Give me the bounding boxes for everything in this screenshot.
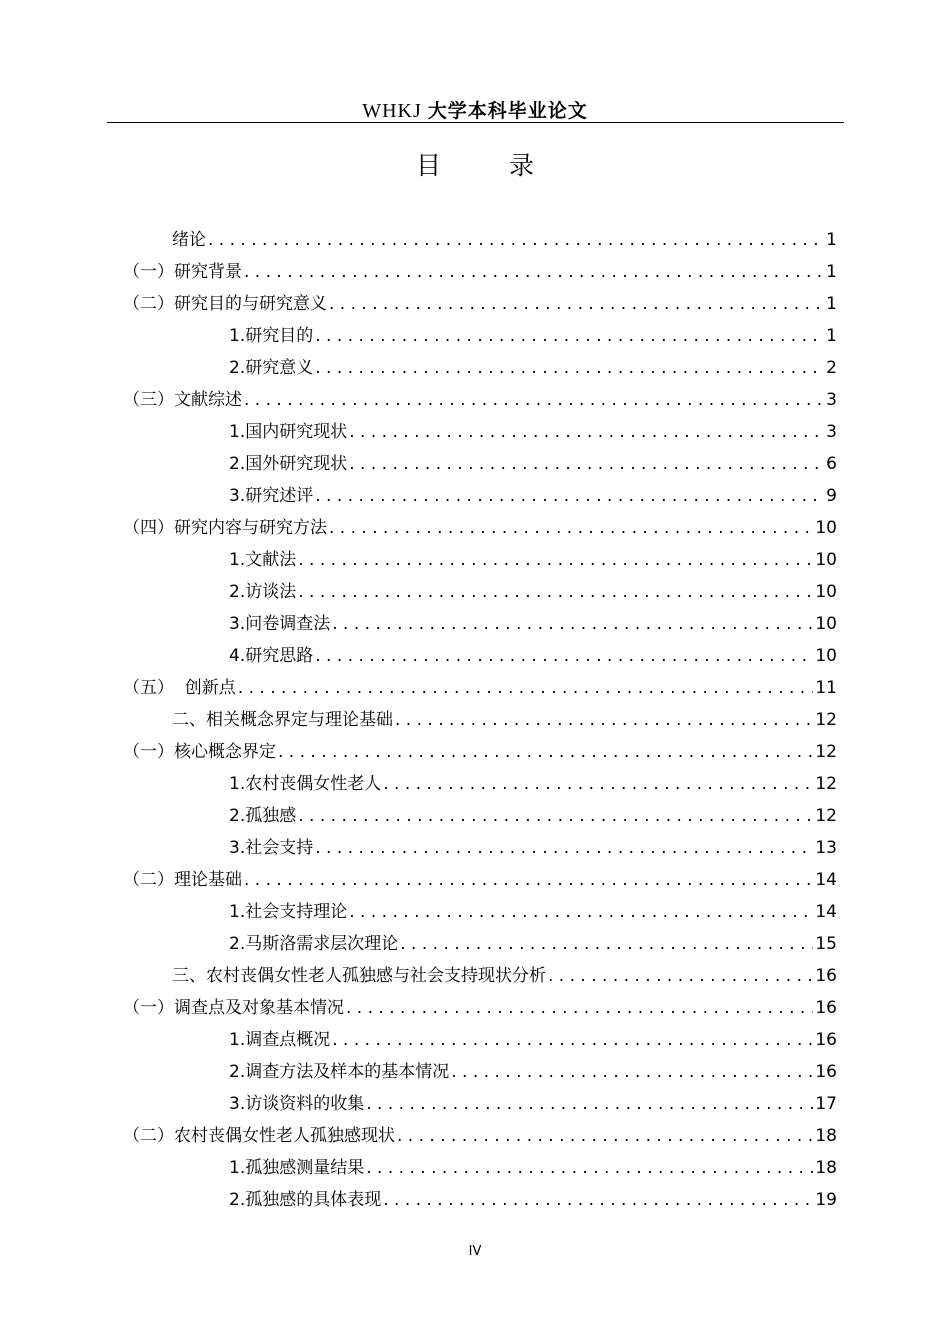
toc-entry-label: 1.孤独感测量结果 — [229, 1158, 365, 1178]
toc-leader-dots — [395, 704, 813, 736]
toc-entry-label: 三、农村丧偶女性老人孤独感与社会支持现状分析 — [172, 966, 546, 986]
toc-entry-page: 9 — [826, 486, 837, 506]
toc-leader-dots — [383, 768, 813, 800]
toc-leader-dots — [346, 992, 813, 1024]
toc-entry-label: 3.研究述评 — [229, 486, 314, 506]
toc-leader-dots — [349, 448, 824, 480]
toc-entry-label: 3.问卷调查法 — [229, 614, 331, 634]
toc-entry-page: 18 — [815, 1158, 837, 1178]
toc-entry-page: 1 — [826, 230, 837, 250]
toc-entry-page: 3 — [826, 422, 837, 442]
toc-entry-page: 12 — [815, 742, 837, 762]
toc-entry-label: 3.访谈资料的收集 — [229, 1094, 365, 1114]
toc-entry-page: 12 — [815, 774, 837, 794]
toc-entry-page: 16 — [815, 1030, 837, 1050]
toc-leader-dots — [329, 512, 813, 544]
toc-entry-label: 2.国外研究现状 — [229, 454, 348, 474]
toc-entry-page: 3 — [826, 390, 837, 410]
toc-entry-label: 2.访谈法 — [229, 582, 297, 602]
toc-leader-dots — [298, 544, 813, 576]
toc-entry-label: 4.研究思路 — [229, 646, 314, 666]
header-code: WHKJ — [362, 100, 422, 122]
toc-entry-label: （二）农村丧偶女性老人孤独感现状 — [123, 1126, 395, 1146]
toc-entry-page: 13 — [815, 838, 837, 858]
toc-entry[interactable] — [229, 800, 837, 832]
toc-entry-label: 1.国内研究现状 — [229, 422, 348, 442]
toc-leader-dots — [315, 832, 813, 864]
toc-entry[interactable] — [123, 288, 837, 320]
toc-leader-dots — [278, 736, 813, 768]
toc-entry[interactable] — [123, 1120, 837, 1152]
toc-entry[interactable] — [123, 864, 837, 896]
toc-leader-dots — [238, 672, 814, 704]
page-header — [0, 96, 950, 123]
toc-entry-page: 1 — [826, 294, 837, 314]
toc-entry[interactable] — [123, 256, 837, 288]
toc-entry-label: 2.调查方法及样本的基本情况 — [229, 1062, 450, 1082]
toc-entry-label: 1.文献法 — [229, 550, 297, 570]
toc-entry-page: 16 — [815, 966, 837, 986]
toc-entry-page: 14 — [815, 870, 837, 890]
toc-leader-dots — [315, 480, 824, 512]
toc-entry-page: 17 — [815, 1094, 837, 1114]
toc-entry[interactable] — [229, 1056, 837, 1088]
toc-entry-label: 1.农村丧偶女性老人 — [229, 774, 382, 794]
toc-leader-dots — [208, 224, 824, 256]
toc-entry-label: 绪论 — [172, 230, 206, 250]
toc-entry[interactable] — [229, 832, 837, 864]
toc-entry[interactable] — [123, 992, 837, 1024]
header-school: 大学本科毕业论文 — [427, 100, 588, 122]
toc-entry-label: （一）调查点及对象基本情况 — [123, 998, 344, 1018]
toc-leader-dots — [383, 1184, 813, 1216]
toc-leader-dots — [244, 256, 824, 288]
toc-leader-dots — [366, 1152, 813, 1184]
toc-entry-page: 18 — [815, 1126, 837, 1146]
toc-leader-dots — [315, 640, 813, 672]
toc-leader-dots — [332, 608, 813, 640]
toc-entry[interactable] — [229, 576, 837, 608]
toc-entry[interactable] — [229, 896, 837, 928]
toc-entry[interactable] — [123, 736, 837, 768]
toc-entry-label: 2.孤独感 — [229, 806, 297, 826]
toc-entry-label: （二）研究目的与研究意义 — [123, 294, 327, 314]
page-number: IV — [468, 1244, 482, 1259]
toc-leader-dots — [451, 1056, 813, 1088]
toc-entry[interactable] — [229, 416, 837, 448]
toc-entry-label: （二）理论基础 — [123, 870, 242, 890]
toc-entry[interactable] — [229, 320, 837, 352]
toc-entry-label: 1.调查点概况 — [229, 1030, 331, 1050]
toc-entry[interactable] — [229, 928, 837, 960]
toc-entry-page: 10 — [815, 550, 837, 570]
toc-entry-label: 1.研究目的 — [229, 326, 314, 346]
toc-entry[interactable] — [229, 1152, 837, 1184]
toc-entry-page: 1 — [826, 326, 837, 346]
toc-entry-page: 10 — [815, 518, 837, 538]
toc-entry-page: 11 — [815, 678, 837, 698]
toc-entry[interactable] — [229, 1024, 837, 1056]
toc-entry-label: 3.社会支持 — [229, 838, 314, 858]
toc-entry[interactable] — [229, 768, 837, 800]
toc-entry[interactable] — [229, 1088, 837, 1120]
toc-entry-page: 15 — [815, 934, 837, 954]
toc-entry-label: （一）核心概念界定 — [123, 742, 276, 762]
header-rule — [107, 122, 844, 123]
toc-entry-page: 12 — [815, 806, 837, 826]
toc-entry[interactable] — [229, 480, 837, 512]
toc-entry[interactable] — [229, 640, 837, 672]
toc-entry-page: 16 — [815, 1062, 837, 1082]
toc-leader-dots — [244, 384, 824, 416]
toc-leader-dots — [298, 800, 813, 832]
toc-entry[interactable] — [123, 512, 837, 544]
toc-entry-page: 19 — [815, 1190, 837, 1210]
toc-leader-dots — [298, 576, 813, 608]
toc-leader-dots — [315, 320, 824, 352]
toc-entry-page: 1 — [826, 262, 837, 282]
toc-entry-label: （一）研究背景 — [123, 262, 242, 282]
toc-entry[interactable] — [123, 384, 837, 416]
toc-entry-label: 2.研究意义 — [229, 358, 314, 378]
toc-leader-dots — [548, 960, 813, 992]
toc-entry-page: 10 — [815, 646, 837, 666]
toc-entry-label: 二、相关概念界定与理论基础 — [172, 710, 393, 730]
toc-entry-page: 16 — [815, 998, 837, 1018]
toc-leader-dots — [329, 288, 824, 320]
toc-entry[interactable] — [229, 448, 837, 480]
toc-leader-dots — [244, 864, 813, 896]
toc-entry-page: 14 — [815, 902, 837, 922]
toc-leader-dots — [400, 928, 813, 960]
toc-entry[interactable] — [229, 544, 837, 576]
toc-entry-label: （五） 创新点 — [123, 678, 236, 698]
toc-entry[interactable] — [172, 960, 837, 992]
page-title: 目 录 — [416, 151, 564, 180]
toc-entry[interactable] — [229, 608, 837, 640]
toc-leader-dots — [332, 1024, 813, 1056]
toc-entry-page: 10 — [815, 614, 837, 634]
toc-entry[interactable] — [229, 352, 837, 384]
toc-entry-page: 2 — [826, 358, 837, 378]
toc-entry-label: （四）研究内容与研究方法 — [123, 518, 327, 538]
toc-leader-dots — [349, 896, 813, 928]
toc-leader-dots — [366, 1088, 813, 1120]
toc-entry-label: 2.孤独感的具体表现 — [229, 1190, 382, 1210]
toc-entry[interactable] — [172, 704, 837, 736]
toc-entry-label: （三）文献综述 — [123, 390, 242, 410]
toc-entry[interactable] — [123, 672, 837, 704]
toc-entry-label: 1.社会支持理论 — [229, 902, 348, 922]
toc-entry-label: 2.马斯洛需求层次理论 — [229, 934, 399, 954]
toc-entry-page: 10 — [815, 582, 837, 602]
toc-entry-page: 12 — [815, 710, 837, 730]
toc-leader-dots — [397, 1120, 813, 1152]
toc-leader-dots — [315, 352, 824, 384]
toc-entry-page: 6 — [826, 454, 837, 474]
toc-leader-dots — [349, 416, 824, 448]
toc-entry[interactable] — [229, 1184, 837, 1216]
toc-entry[interactable] — [172, 224, 837, 256]
